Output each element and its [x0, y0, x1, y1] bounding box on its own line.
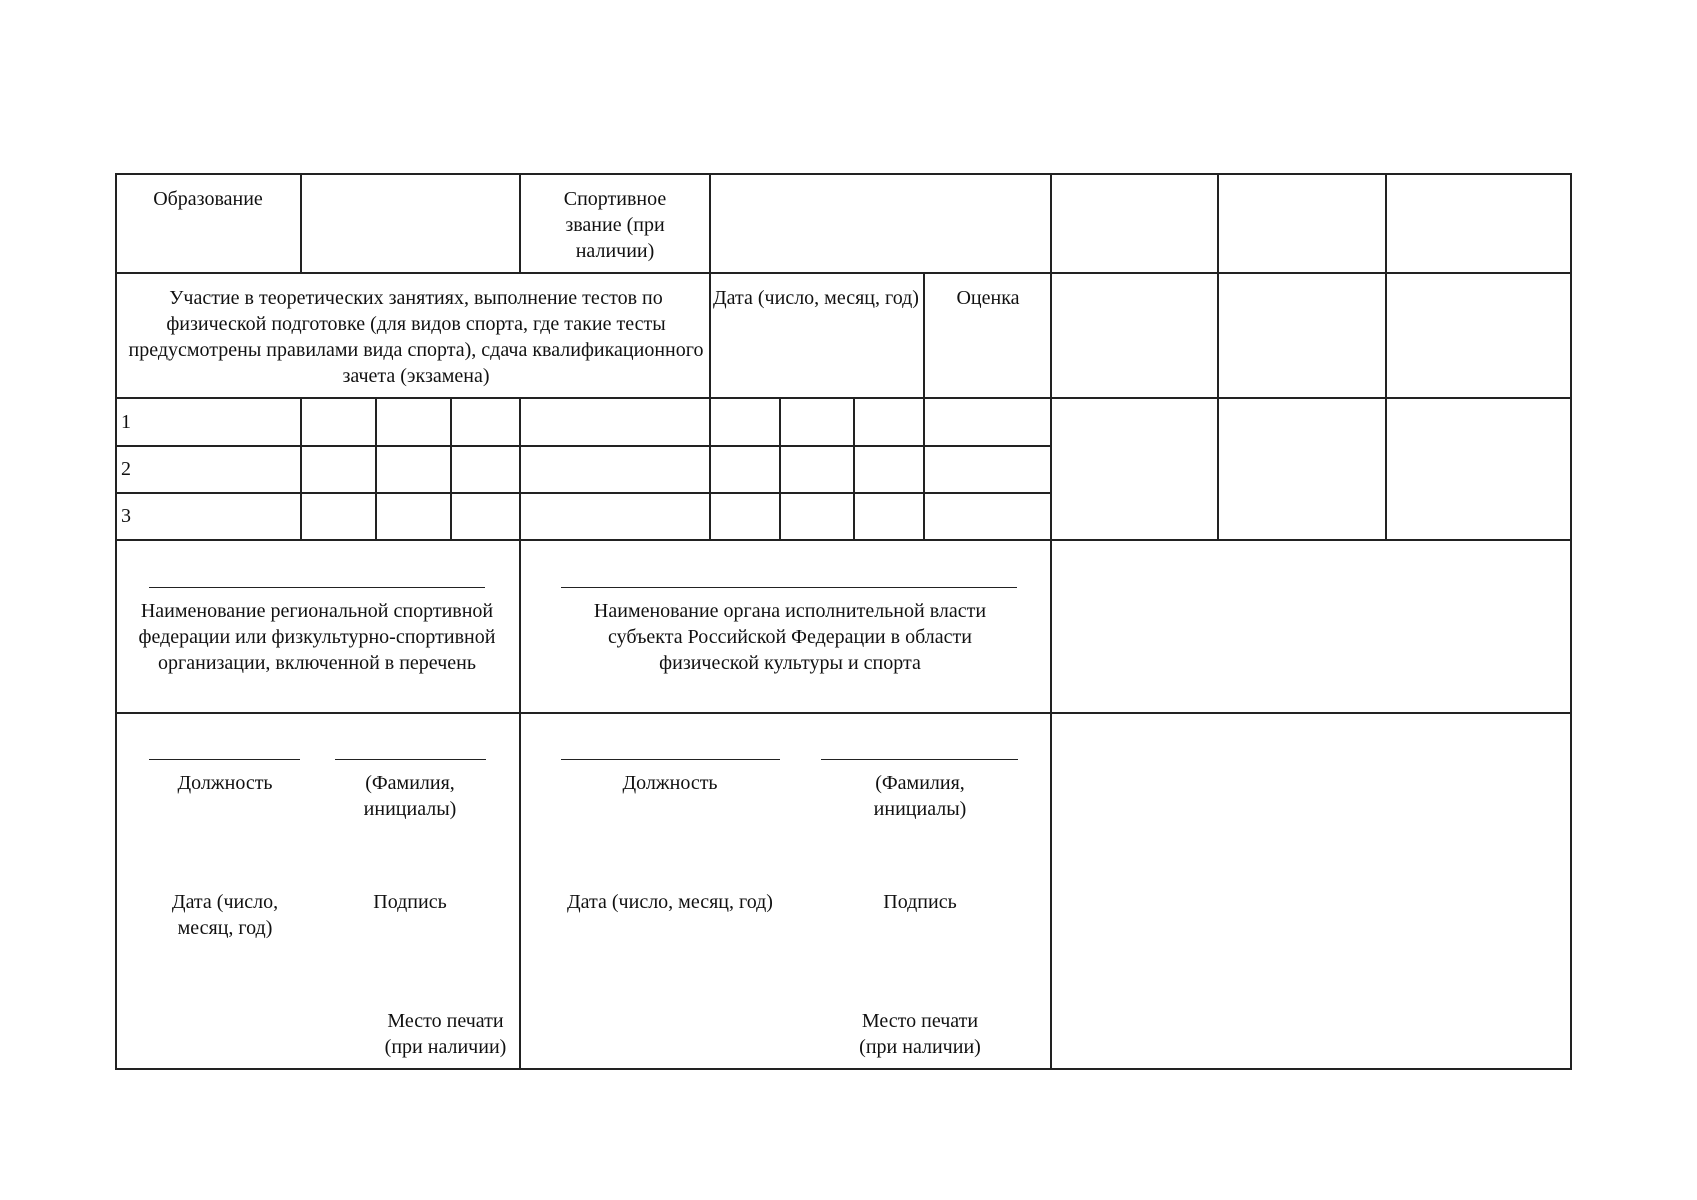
right-date-label: Дата (число, месяц, год) [567, 891, 773, 913]
left-position-label: Должность [177, 772, 273, 794]
column-divider-sport-title [709, 173, 711, 399]
left-position-line [149, 759, 300, 760]
signature-column-divider [519, 712, 521, 1070]
column-divider-main [1050, 173, 1052, 1070]
left-name-label: (Фамилия, инициалы) [363, 772, 457, 820]
executive-body-label: Наименование органа исполнительной власти субъекта Российской Федерации в области физической культуры и спорта [593, 600, 987, 674]
row-divider-test-1 [115, 445, 1051, 447]
table-border-bottom [115, 1068, 1572, 1070]
table-border-left [115, 173, 117, 1070]
column-divider-date [923, 272, 925, 399]
row-divider-organizations [115, 712, 1572, 714]
table-border-right [1570, 173, 1572, 1070]
right-signature-label: Подпись [883, 891, 957, 913]
column-divider-extra-1 [1217, 173, 1219, 541]
test-cell-divider-7 [853, 397, 855, 541]
row-divider-test-2 [115, 492, 1051, 494]
participation-label: Участие в теоретических занятиях, выполнение тестов по физической подготовке (для видов спорта, где такие тесты предусмотрены правилами вида спорта), сдача квалификационного зачета (экзамена) [128, 287, 704, 387]
right-position-label: Должность [622, 772, 718, 794]
row-divider-header [115, 272, 1572, 274]
test-cell-divider-2 [375, 397, 377, 541]
test-row-number-3: 3 [121, 505, 131, 527]
test-cell-divider-6 [779, 397, 781, 541]
education-label: Образование [153, 188, 263, 210]
test-date-label: Дата (число, месяц, год) [713, 287, 919, 309]
left-name-line [335, 759, 486, 760]
sport-title-label: Спортивное звание (при наличии) [563, 188, 667, 262]
row-divider-tests-end [115, 539, 1572, 541]
test-row-number-1: 1 [121, 411, 131, 433]
table-border-top [115, 173, 1572, 175]
test-cell-divider-1 [300, 397, 302, 541]
column-divider-extra-2 [1385, 173, 1387, 541]
left-seal-label: Место печати (при наличии) [384, 1010, 507, 1058]
left-date-label: Дата (число, месяц, год) [171, 891, 279, 939]
regional-federation-label: Наименование региональной спортивной федерации или физкультурно-спортивной организации, включенной в перечень [138, 600, 496, 674]
right-name-label: (Фамилия, инициалы) [873, 772, 967, 820]
grade-label: Оценка [956, 287, 1020, 309]
test-cell-divider-4 [519, 397, 521, 714]
test-row-number-2: 2 [121, 458, 131, 480]
right-seal-label: Место печати (при наличии) [859, 1010, 981, 1058]
test-cell-divider-5 [709, 397, 711, 541]
left-signature-label: Подпись [373, 891, 447, 913]
column-divider-education-value [519, 173, 521, 274]
executive-body-name-line [561, 587, 1017, 588]
test-cell-divider-3 [450, 397, 452, 541]
test-cell-divider-8 [923, 397, 925, 541]
regional-federation-name-line [149, 587, 485, 588]
row-divider-tests-header [115, 397, 1572, 399]
right-position-line [561, 759, 780, 760]
right-name-line [821, 759, 1018, 760]
column-divider-education [300, 173, 302, 274]
